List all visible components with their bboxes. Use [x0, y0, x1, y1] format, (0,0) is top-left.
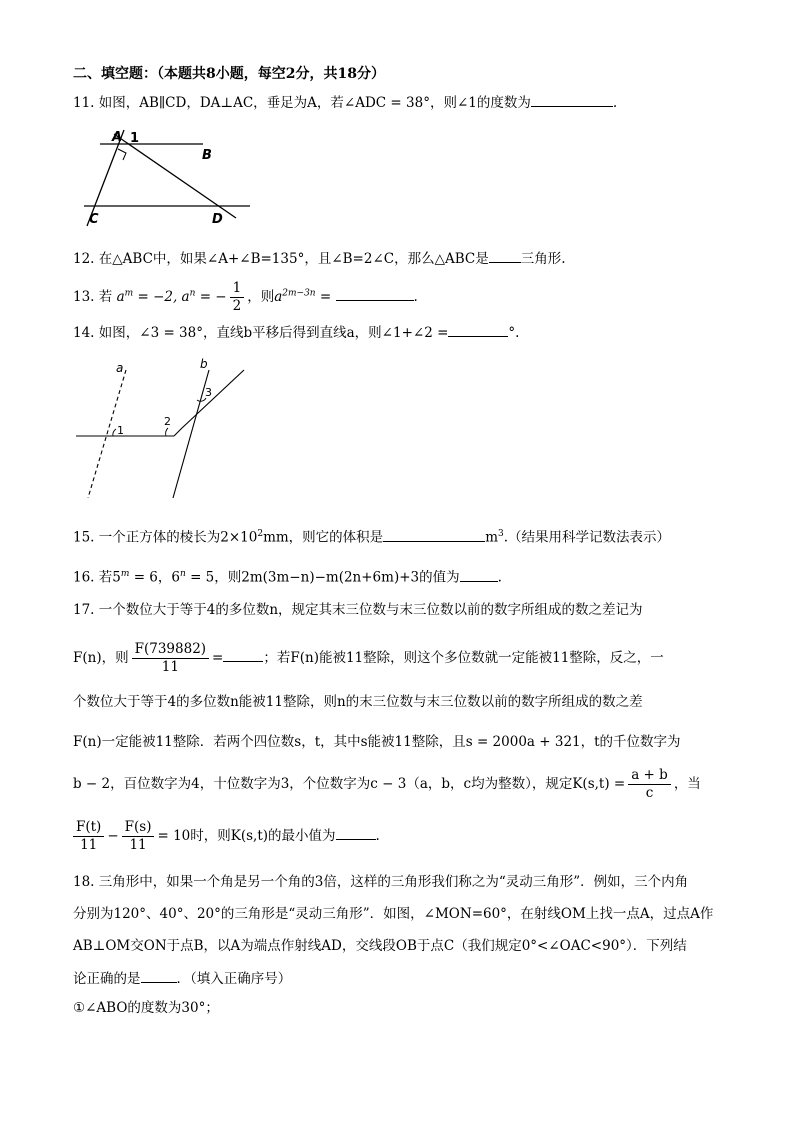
q17-line-6-text: = 10时，则K(s,t)的最小值为 [157, 828, 336, 844]
q13-fraction [230, 280, 245, 315]
q16-exp-m: m [120, 569, 130, 579]
q13-eq: = [315, 289, 332, 305]
label-line-a: a [116, 361, 124, 375]
question-14 [73, 322, 519, 343]
right-angle-mark [118, 149, 126, 160]
question-16 [73, 564, 502, 588]
q14-answer-blank[interactable] [448, 322, 508, 337]
q18-line-4 [73, 968, 291, 989]
question-15 [73, 524, 670, 548]
label-line-b: b [200, 357, 208, 371]
q17-line-2-rest: ；若F(n)能被11整除，则这个多位数就一定能被11整除，反之，一 [263, 650, 664, 666]
q16-exp-n: n [179, 569, 186, 579]
q17-minus: − [107, 828, 119, 844]
angle-1-arc [113, 429, 116, 436]
q13-answer-blank[interactable] [336, 286, 414, 301]
bent-ray [174, 370, 244, 436]
q12-answer-blank[interactable] [489, 248, 521, 263]
q13-cond-mid: = −2, a [133, 289, 190, 305]
label-c: C [89, 212, 99, 227]
question-13 [73, 280, 418, 315]
q17-line-5-text: b − 2，百位数字为4，十位数字为3，个位数字为c − 3（a，b，c均为整数），规定K(s,t) = [73, 776, 626, 792]
q17-line-6 [73, 816, 380, 856]
q17-fs-den: 11 [129, 837, 147, 853]
q13-exp-n: n [189, 288, 196, 299]
q17-answer-blank-1[interactable] [223, 647, 263, 662]
line-b [173, 370, 209, 498]
q18-line-4-text: 论正确的是 [73, 971, 141, 987]
q17-fraction-k [628, 767, 671, 802]
q17-fraction-f [132, 641, 209, 676]
q18-line-2: 分别为120°、40°、20°的三角形是“灵动三角形”．如图，∠MON=60°，在射线OM上找一点A，过点A作 [73, 906, 714, 922]
q16-text-b: = 6，6 [129, 569, 180, 586]
question-12 [73, 248, 566, 269]
q17-fraction-ft [73, 819, 104, 854]
question-11 [73, 92, 617, 113]
q18-line-4-note: ．（填入正确序号） [176, 971, 292, 987]
label-angle-3: 3 [205, 386, 212, 399]
q18-line-1: 18. 三角形中，如果一个角是另一个角的3倍，这样的三角形我们称之为“灵动三角形”．例如，三个内角 [73, 874, 689, 890]
q11-period: . [612, 95, 618, 111]
q15-text: 15. 一个正方体的棱长为2×10 [73, 529, 258, 546]
q13-then: ，则 [247, 289, 275, 305]
angle-2-arc [166, 428, 168, 436]
q15-unit: m [485, 529, 498, 546]
q14-text: 14. 如图，∠3 = 38°，直线b平移后得到直线a，则∠1+∠2 = [73, 325, 449, 341]
q13-exp-m: m [124, 288, 134, 299]
section-title: 二、填空题：（本题共8小题，每空2分，共18分） [73, 66, 385, 82]
q16-text: 16. 若5 [73, 569, 121, 586]
q17-line-1: 17. 一个数位大于等于4的多位数n，规定其末三位数与末三位数以前的数字所组成的数之差记为 [73, 602, 643, 618]
q15-answer-blank[interactable] [383, 527, 485, 542]
q17-frac-num: F(739882) [132, 641, 209, 659]
q17-answer-blank-2[interactable] [336, 825, 376, 840]
q15-exp: 2 [257, 529, 264, 539]
q13-text: 13. 若 [73, 289, 113, 305]
q16-period: . [497, 569, 502, 586]
q16-answer-blank[interactable] [460, 567, 498, 582]
q17-period: . [375, 828, 380, 844]
q13-frac-den: 2 [232, 298, 242, 314]
q13-base: a [116, 289, 125, 305]
label-1: 1 [130, 131, 140, 146]
q17-line-2 [73, 638, 664, 678]
q13-target-base: a [274, 289, 283, 305]
q17-fn-then: F(n)，则 [73, 650, 129, 666]
q13-cond-eq: = − [195, 289, 227, 305]
q15-text-b: mm，则它的体积是 [263, 529, 384, 546]
q15-unit-exp: 3 [498, 529, 504, 539]
q17-k-den: c [645, 785, 654, 801]
q18-answer-blank[interactable] [141, 968, 177, 983]
q17-line-4: F(n)一定能被11整除．若两个四位数s，t，其中s能被11整除，且s = 2000a + 321，t的千位数字为 [73, 734, 681, 750]
q18-item-1: ①∠ABO的度数为30°； [73, 1000, 219, 1016]
q17-fs-num: F(s) [122, 819, 155, 837]
label-angle-2: 2 [164, 415, 171, 428]
q17-ft-num: F(t) [73, 819, 104, 837]
q13-period: . [413, 289, 418, 305]
q12-text-b: 三角形. [520, 251, 566, 267]
q11-answer-blank[interactable] [531, 92, 613, 107]
q17-eq: = [212, 650, 224, 666]
q14-figure [70, 352, 250, 502]
label-b: B [202, 148, 212, 163]
q12-text: 12. 在△ABC中，如果∠A+∠B=135°，且∠B=2∠C，那么△ABC是 [73, 251, 489, 267]
q18-line-3: AB⊥OM交ON于点B，以A为端点作射线AD，交线段OB于点C（我们规定0°<∠OAC<90°）．下列结 [73, 938, 687, 954]
q17-line-5 [73, 764, 701, 804]
label-d: D [212, 212, 223, 227]
q16-text-c: = 5，则2m(3m−n)−m(2n+6m)+3的值为 [185, 569, 460, 586]
q17-when: ，当 [673, 776, 701, 792]
q17-line-3: 个数位大于等于4的多位数n能被11整除，则n的末三位数与末三位数以前的数字所组成的数之差 [73, 694, 643, 710]
label-a: A [112, 130, 123, 145]
q14-degree: °. [508, 325, 520, 341]
q17-k-num: a + b [628, 767, 671, 785]
q11-figure [78, 122, 258, 234]
q17-ft-den: 11 [80, 837, 98, 853]
label-angle-1: 1 [117, 424, 124, 437]
q17-frac-den: 11 [161, 659, 179, 675]
q11-text: 11. 如图，AB∥CD，DA⊥AC，垂足为A，若∠ADC = 38°，则∠1的度数为 [73, 95, 531, 111]
q15-note: .（结果用科学记数法表示） [503, 529, 671, 546]
q17-fraction-fs [122, 819, 155, 854]
q13-target-exp: 2m−3n [282, 288, 316, 299]
q13-frac-num: 1 [230, 280, 245, 298]
